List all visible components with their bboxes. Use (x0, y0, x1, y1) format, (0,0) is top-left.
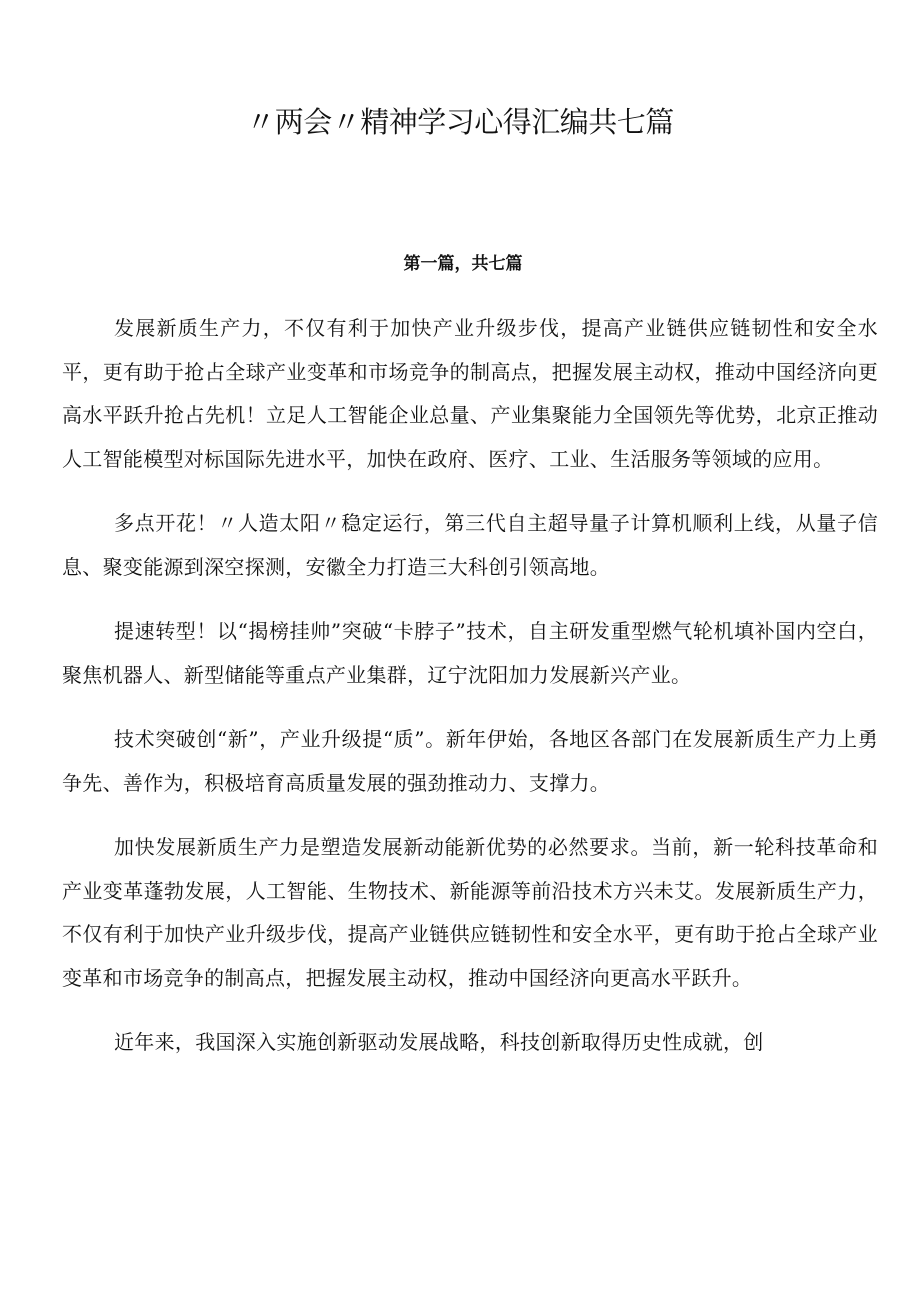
paragraph-2: 多点开花！〃人造太阳〃稳定运行，第三代自主超导量子计算机顺利上线，从量子信息、聚变能源到深空探测，安徽全力打造三大科创引领高地。 (62, 511, 878, 579)
document-body (62, 307, 878, 1086)
paragraph-4: 技术突破创“新”，产业升级提“质”。新年伊始，各地区各部门在发展新质生产力上勇争先、善作为，积极培育高质量发展的强劲推动力、支撑力。 (62, 727, 878, 795)
section-heading: 第一篇，共七篇 (403, 254, 523, 274)
paragraph-1: 发展新质生产力，不仅有利于加快产业升级步伐，提高产业链供应链韧性和安全水平，更有助于抢占全球产业变革和市场竞争的制高点，把握发展主动权，推动中国经济向更高水平跃升抢占先机！立足人工智能企业总量、产业集聚能力全国领先等优势，北京正推动人工智能模型对标国际先进水平，加快在政府、医疗、工业、生活服务等领域的应用。 (62, 316, 878, 471)
document-title: 〃两会〃精神学习心得汇编共七篇 (246, 105, 674, 139)
paragraph-3: 提速转型！以“揭榜挂帅”突破“卡脖子”技术，自主研发重型燃气轮机填补国内空白，聚焦机器人、新型储能等重点产业集群，辽宁沈阳加力发展新兴产业。 (62, 619, 878, 687)
paragraph-5: 加快发展新质生产力是塑造发展新动能新优势的必然要求。当前，新一轮科技革命和产业变革蓬勃发展，人工智能、生物技术、新能源等前沿技术方兴未艾。发展新质生产力，不仅有利于加快产业升级步伐，提高产业链供应链韧性和安全水平，更有助于抢占全球产业变革和市场竞争的制高点，把握发展主动权，推动中国经济向更高水平跃升。 (62, 835, 878, 990)
paragraph-6: 近年来，我国深入实施创新驱动发展战略，科技创新取得历史性成就，创 (114, 1030, 764, 1054)
